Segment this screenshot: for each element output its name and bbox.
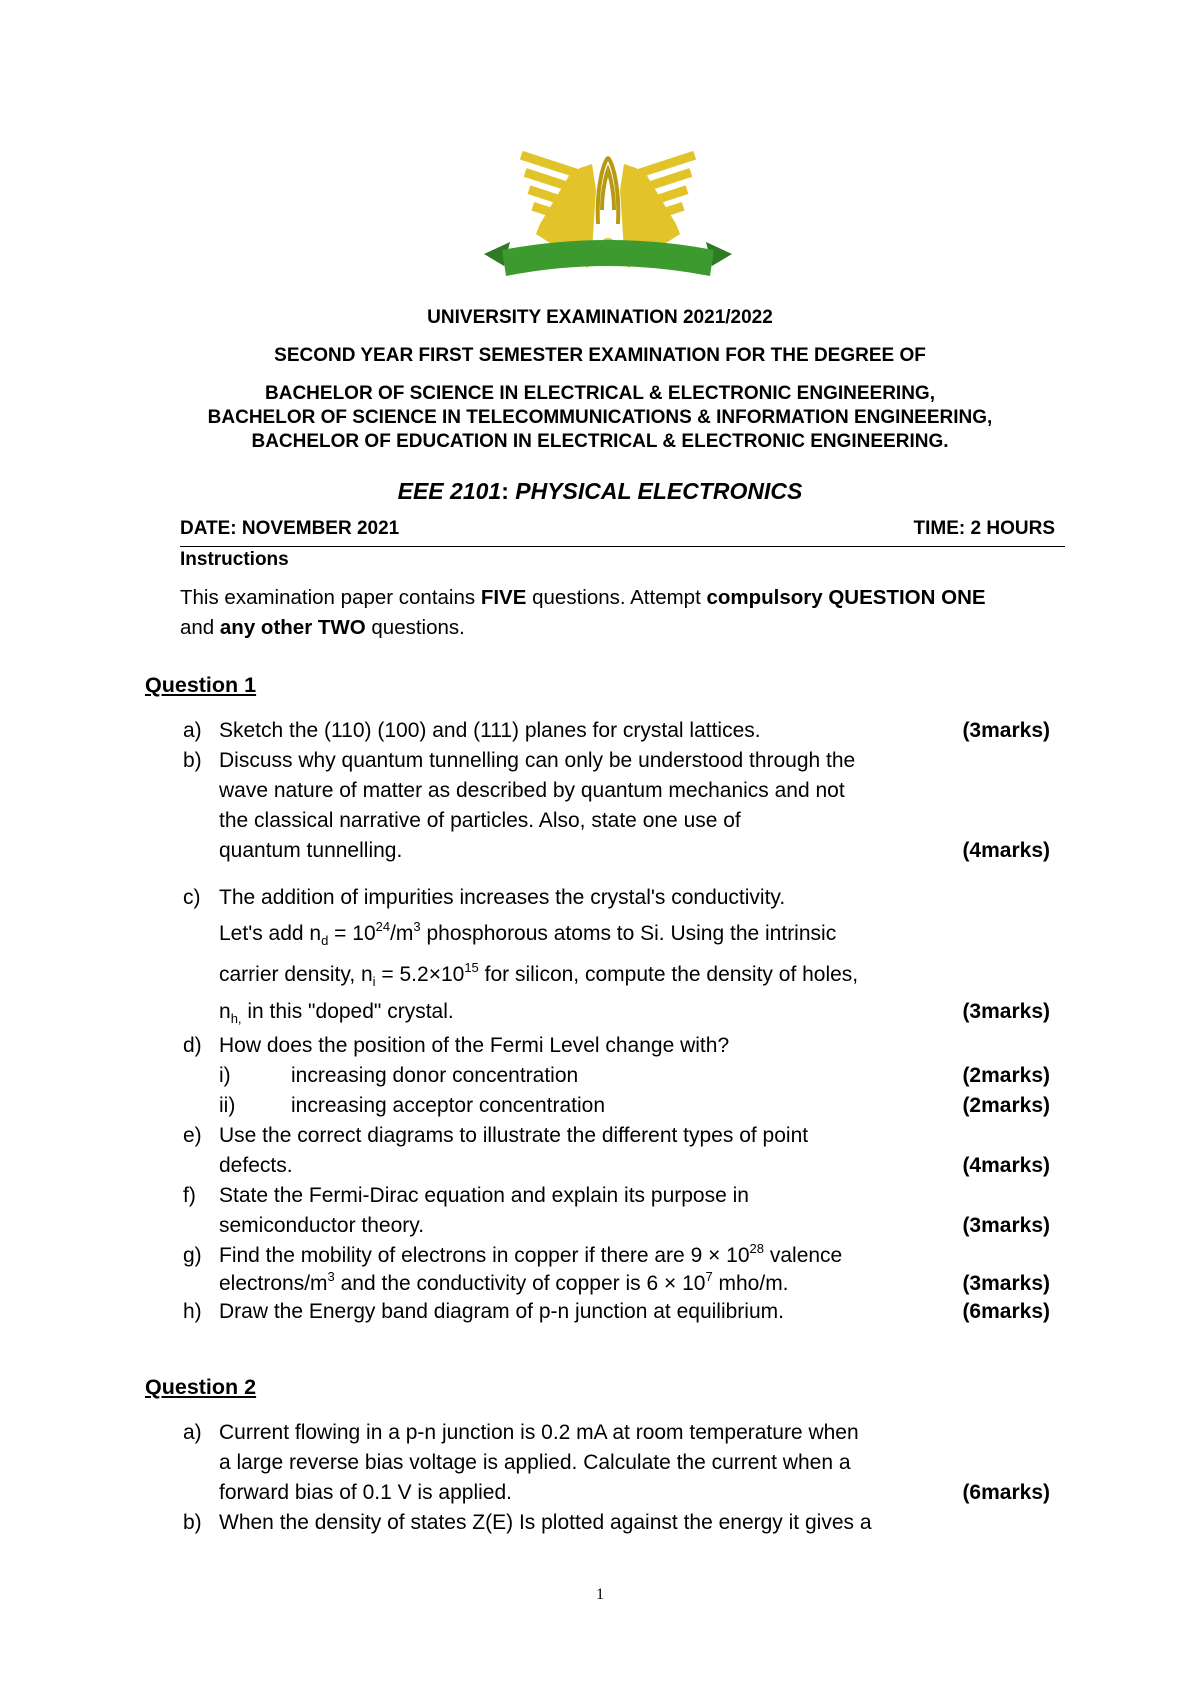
degree-line-3: BACHELOR OF EDUCATION IN ELECTRICAL & ELECTRONIC ENGINEERING. xyxy=(251,431,949,452)
q1e-label: e) xyxy=(183,1124,202,1147)
text-part: = 10 xyxy=(328,922,376,945)
q1a-marks: (3marks) xyxy=(962,719,1050,742)
q1h-text: Draw the Energy band diagram of p-n junction at equilibrium. xyxy=(219,1300,784,1323)
text-part: electrons/m xyxy=(219,1272,328,1295)
text-part: Find the mobility of electrons in copper if there are 9 × 10 xyxy=(219,1244,750,1267)
logo-banner xyxy=(484,240,732,276)
q2a-marks: (6marks) xyxy=(962,1481,1050,1504)
q1f-marks: (3marks) xyxy=(962,1214,1050,1237)
q1d-ii-marks: (2marks) xyxy=(962,1094,1050,1117)
q1h-label: h) xyxy=(183,1300,202,1323)
q1a-label: a) xyxy=(183,719,202,742)
q1c-marks: (3marks) xyxy=(962,1000,1050,1023)
course-separator: : xyxy=(501,478,516,504)
q1g-label: g) xyxy=(183,1244,202,1267)
text-part: phosphorous atoms to Si. Using the intrinsic xyxy=(420,922,837,945)
degree-line-1: BACHELOR OF SCIENCE IN ELECTRICAL & ELECTRONIC ENGINEERING, xyxy=(265,383,935,404)
q1g-marks: (3marks) xyxy=(962,1272,1050,1295)
q1d-text: How does the position of the Fermi Level change with? xyxy=(219,1034,730,1057)
course-title xyxy=(0,478,1200,505)
semester-line: SECOND YEAR FIRST SEMESTER EXAMINATION FOR THE DEGREE OF xyxy=(274,345,926,366)
text-part: carrier density, n xyxy=(219,963,373,986)
degree-line-2: BACHELOR OF SCIENCE IN TELECOMMUNICATIONS & INFORMATION ENGINEERING, xyxy=(207,407,993,428)
exam-time: TIME: 2 HOURS xyxy=(913,518,1055,539)
subscript: i xyxy=(372,974,376,989)
superscript: 28 xyxy=(749,1241,765,1256)
question-2-title: Question 2 xyxy=(145,1375,257,1399)
q1h-marks: (6marks) xyxy=(962,1300,1050,1323)
q1b-line-3: the classical narrative of particles. Also, state one use of xyxy=(219,809,741,832)
q1b-label: b) xyxy=(183,749,202,772)
q1g-line-2 xyxy=(219,1269,789,1299)
university-logo xyxy=(480,150,736,290)
q2b-label: b) xyxy=(183,1511,202,1534)
q1b-line-1: Discuss why quantum tunnelling can only be understood through the xyxy=(219,749,856,772)
q1d-label: d) xyxy=(183,1034,202,1057)
text-part: n xyxy=(219,1000,231,1023)
q1e-line-1: Use the correct diagrams to illustrate the different types of point xyxy=(219,1124,809,1147)
instr-part: questions. xyxy=(365,616,465,639)
page-number: 1 xyxy=(596,1586,604,1603)
instr-bold: compulsory QUESTION ONE xyxy=(706,586,986,609)
superscript: 3 xyxy=(327,1269,335,1284)
q1d-ii-text: increasing acceptor concentration xyxy=(291,1094,606,1117)
text-part: mho/m. xyxy=(712,1272,789,1295)
q1b-marks: (4marks) xyxy=(962,839,1050,862)
instr-part: and xyxy=(180,616,220,639)
q1b-line-4: quantum tunnelling. xyxy=(219,839,403,862)
superscript: 24 xyxy=(375,919,391,934)
q2b-line-1: When the density of states Z(E) Is plotted against the energy it gives a xyxy=(219,1511,872,1534)
q1c-line-1: The addition of impurities increases the crystal's conductivity. xyxy=(219,886,786,909)
q1b-line-2: wave nature of matter as described by quantum mechanics and not xyxy=(219,779,845,802)
q2a-line-1: Current flowing in a p-n junction is 0.2 mA at room temperature when xyxy=(219,1421,859,1444)
q1d-i-marks: (2marks) xyxy=(962,1064,1050,1087)
question-1-title: Question 1 xyxy=(145,673,257,697)
text-part: and the conductivity of copper is 6 × 10 xyxy=(334,1272,706,1295)
logo-center-fountain xyxy=(598,158,619,224)
course-name: PHYSICAL ELECTRONICS xyxy=(515,478,803,504)
q2a-line-2: a large reverse bias voltage is applied. Calculate the current when a xyxy=(219,1451,851,1474)
exam-title: UNIVERSITY EXAMINATION 2021/2022 xyxy=(427,307,773,328)
subscript: h, xyxy=(230,1011,242,1026)
q1f-label: f) xyxy=(183,1184,196,1207)
instructions-text xyxy=(180,583,1080,643)
q1d-i-text: increasing donor concentration xyxy=(291,1064,579,1087)
q1c-line-3 xyxy=(219,960,858,990)
subscript: d xyxy=(321,933,329,948)
q2a-label: a) xyxy=(183,1421,202,1444)
q1a-text: Sketch the (110) (100) and (111) planes for crystal lattices. xyxy=(219,719,761,742)
superscript: 15 xyxy=(464,960,479,975)
instr-part: This examination paper contains xyxy=(180,586,481,609)
q1e-line-2: defects. xyxy=(219,1154,293,1177)
q1f-line-1: State the Fermi-Dirac equation and explain its purpose in xyxy=(219,1184,749,1207)
text-part: = 5.2×10 xyxy=(375,963,465,986)
q1g-line-1 xyxy=(219,1241,842,1271)
q2a-line-3: forward bias of 0.1 V is applied. xyxy=(219,1481,512,1504)
q1c-line-4 xyxy=(219,997,454,1027)
exam-date: DATE: NOVEMBER 2021 xyxy=(180,518,400,539)
text-part: /m xyxy=(390,922,414,945)
superscript: 3 xyxy=(413,919,421,934)
q1d-i-label: i) xyxy=(219,1064,231,1087)
text-part: in this "doped" crystal. xyxy=(241,1000,454,1023)
instr-part: questions. Attempt xyxy=(526,586,707,609)
instr-bold: FIVE xyxy=(480,586,527,609)
q1f-line-2: semiconductor theory. xyxy=(219,1214,425,1237)
course-code: EEE 2101 xyxy=(397,478,502,504)
instr-bold: any other TWO xyxy=(219,616,366,639)
instructions-title: Instructions xyxy=(180,549,289,570)
header-divider xyxy=(180,546,1065,547)
q1c-label: c) xyxy=(183,886,201,909)
text-part: Let's add n xyxy=(219,922,322,945)
q1c-line-2 xyxy=(219,919,836,949)
superscript: 7 xyxy=(705,1269,713,1284)
q1e-marks: (4marks) xyxy=(962,1154,1050,1177)
text-part: valence xyxy=(764,1244,843,1267)
text-part: for silicon, compute the density of holes, xyxy=(478,963,859,986)
q1d-ii-label: ii) xyxy=(219,1094,236,1117)
